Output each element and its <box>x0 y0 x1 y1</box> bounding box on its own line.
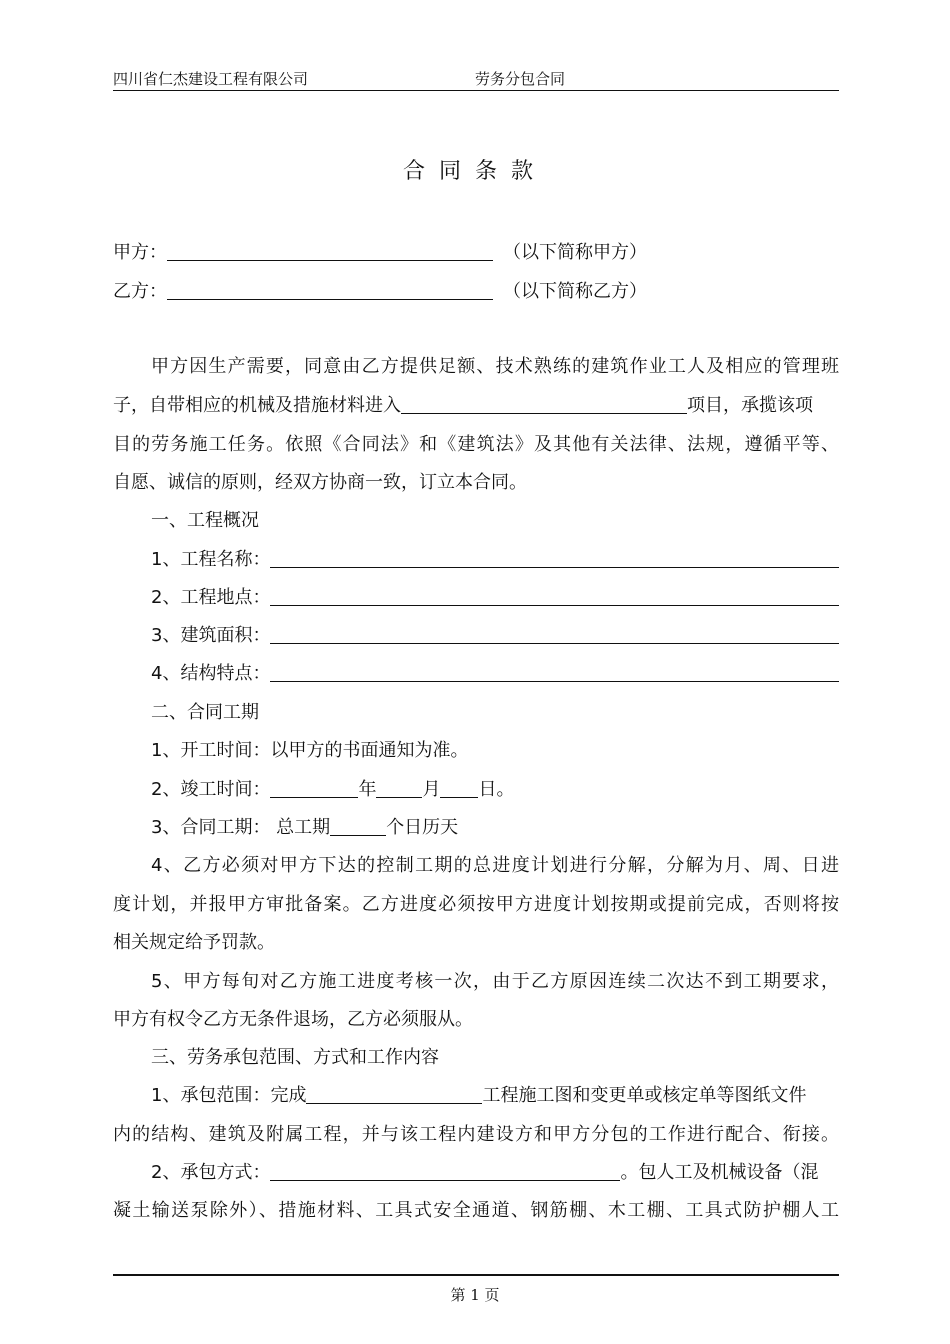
sec3-mode-line-2: 凝土输送泵除外）、措施材料、工具式安全通道、钢筋棚、木工棚、工具式防护棚人工 <box>113 1200 839 1221</box>
sec2-p4-line-1: 4、乙方必须对甲方下达的控制工期的总进度计划进行分解，分解为月、周、日进 <box>151 855 839 876</box>
sec1-item-1-blank <box>270 545 839 568</box>
sec3-mode <box>113 1158 839 1188</box>
header-rule <box>113 90 839 91</box>
day-blank <box>440 775 478 798</box>
scope-blank <box>306 1081 482 1104</box>
day-label: 日。 <box>478 779 515 800</box>
header-company: 四川省仁杰建设工程有限公司 <box>113 70 309 88</box>
sec1-item-3 <box>113 621 839 651</box>
sec1-item-4 <box>113 659 839 689</box>
sec2-p4-line-2: 度计划，并报甲方审批备案。乙方进度必须按甲方进度计划按期或提前完成，否则将按 <box>113 894 839 915</box>
sec1-item-2 <box>113 583 839 613</box>
year-blank <box>270 775 358 798</box>
page-header <box>113 68 839 90</box>
sec2-end <box>113 775 839 805</box>
sec2-p5-line-2: 甲方有权令乙方无条件退场，乙方必须服从。 <box>113 1009 473 1030</box>
sec2-heading: 二、合同工期 <box>151 702 259 723</box>
page-number: 第 1 页 <box>450 1286 500 1304</box>
sec2-period-unit: 个日历天 <box>386 817 459 838</box>
party-a-note: （以下简称甲方） <box>503 242 647 263</box>
sec3-scope-a: 1、承包范围：完成 <box>151 1085 307 1106</box>
sec2-period-label: 3、合同工期： 总工期 <box>151 817 331 838</box>
sec3-scope <box>113 1081 839 1111</box>
sec1-item-1 <box>113 545 839 575</box>
header-doc-title: 劳务分包合同 <box>475 70 566 88</box>
sec1-item-2-blank <box>270 583 839 606</box>
sec1-item-2-label: 2、工程地点： <box>151 587 271 608</box>
party-b-note: （以下简称乙方） <box>503 281 647 302</box>
month-label: 月 <box>422 779 441 800</box>
party-a-blank <box>167 238 493 261</box>
sec2-p4-line-3: 相关规定给予罚款。 <box>113 932 275 953</box>
sec1-item-3-blank <box>270 621 839 644</box>
sec2-period <box>113 813 839 843</box>
sec3-mode-a: 2、承包方式： <box>151 1162 271 1183</box>
page-title: 合同条款 <box>402 159 547 184</box>
sec2-end-label: 2、竣工时间： <box>151 779 271 800</box>
sec3-mode-b: 。包人工及机械设备（混 <box>620 1162 819 1183</box>
sec1-item-3-label: 3、建筑面积： <box>151 625 271 646</box>
sec2-p5-line-1: 5、甲方每旬对乙方施工进度考核一次，由于乙方原因连续二次达不到工期要求， <box>151 971 839 992</box>
sec3-heading: 三、劳务承包范围、方式和工作内容 <box>151 1047 439 1068</box>
intro-line-1: 甲方因生产需要，同意由乙方提供足额、技术熟练的建筑作业工人及相应的管理班 <box>151 356 839 377</box>
party-b-line <box>113 277 839 307</box>
sec3-scope-b: 工程施工图和变更单或核定单等图纸文件 <box>482 1085 807 1106</box>
intro-line-2b: 项目，承揽该项 <box>687 395 813 416</box>
sec3-scope-line-2: 内的结构、建筑及附属工程，并与该工程内建设方和甲方分包的工作进行配合、衔接。 <box>113 1124 839 1145</box>
party-b-blank <box>167 277 493 300</box>
intro-line-4: 自愿、诚信的原则，经双方协商一致，订立本合同。 <box>113 472 527 493</box>
sec1-item-1-label: 1、工程名称： <box>151 549 271 570</box>
year-label: 年 <box>358 779 377 800</box>
sec1-item-4-label: 4、结构特点： <box>151 663 271 684</box>
intro-line-2a: 子，自带相应的机械及措施材料进入 <box>113 395 401 416</box>
intro-line-3: 目的劳务施工任务。依照《合同法》和《建筑法》及其他有关法律、法规，遵循平等、 <box>113 434 839 455</box>
project-blank <box>401 391 687 414</box>
sec1-item-4-blank <box>270 659 839 682</box>
party-b-label: 乙方： <box>113 281 167 302</box>
period-blank <box>330 813 386 836</box>
mode-blank <box>270 1158 620 1181</box>
sec2-start: 1、开工时间：以甲方的书面通知为准。 <box>151 740 469 761</box>
footer-rule <box>113 1274 839 1276</box>
month-blank <box>376 775 422 798</box>
party-a-label: 甲方： <box>113 242 167 263</box>
sec1-heading: 一、工程概况 <box>151 510 259 531</box>
intro-line-2 <box>113 391 839 421</box>
party-a-line <box>113 238 839 268</box>
